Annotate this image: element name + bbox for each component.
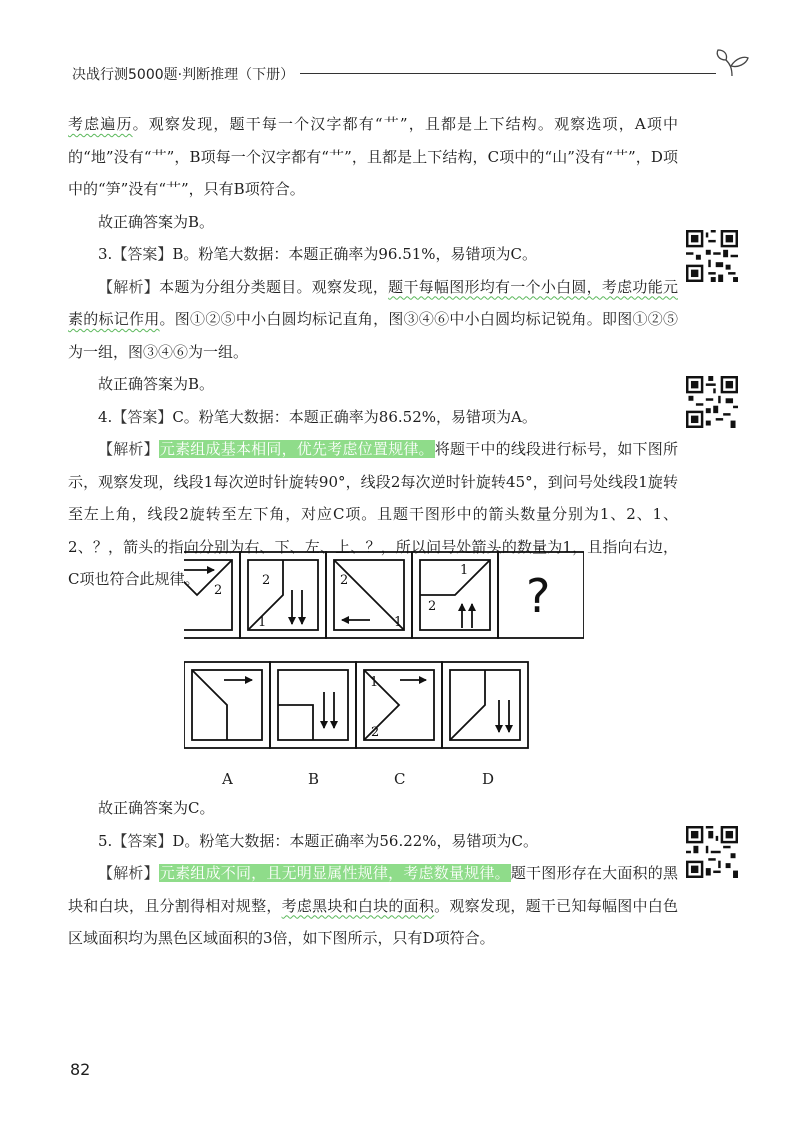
main-text	[68, 108, 678, 596]
segment-label: 1	[258, 615, 267, 630]
option-label-a: A	[222, 770, 233, 788]
segment-label: 2	[214, 583, 223, 598]
answer-label: 【答案】	[112, 831, 173, 850]
answer-label: 【答案】	[112, 245, 173, 263]
segment-label: 1	[460, 563, 469, 578]
question-mark: ?	[526, 569, 551, 623]
segment-label: 1	[370, 675, 379, 690]
option-label-c: C	[394, 770, 406, 788]
q5-answer-line: 5.【答案】D。粉笔大数据：本题正确率为56.22%，易错项为C。	[98, 831, 539, 850]
segment-label: 2	[371, 725, 380, 740]
q4-answer-line: 4.【答案】C。粉笔大数据：本题正确率为86.52%，易错项为A。	[98, 407, 537, 426]
explanation-label: 【解析】	[98, 864, 159, 882]
segment-label: 1	[394, 615, 403, 630]
qr-code-icon	[686, 230, 738, 282]
highlighted-hint: 元素组成不同，且无明显属性规律，考虑数量规律。	[159, 864, 510, 882]
q3-explanation: 【解析】本题为分组分类题目。观察发现，题干每幅图形均有一个小白圆，考虑功能元素的标记作用。图①②⑤中小白圆均标记直角，图③④⑥中小白圆均标记锐角。即图①②⑤为一组，图③④⑥为一组。	[68, 277, 678, 361]
paragraph-q2-explanation: 考虑遍历。观察发现，题干每一个汉字都有“艹”，且都是上下结构。观察选项，A项中的“地”没有“艹”，B项每一个汉字都有“艹”，且都是上下结构，C项中的“山”没有“艹”，D项中的“笋”没有“艹”，只有B项符合。	[68, 115, 678, 198]
explanation-label: 【解析】	[98, 440, 159, 458]
sprout-icon	[712, 46, 752, 80]
answer-label: 【答案】	[112, 407, 173, 426]
wavy-emphasis: 考虑遍历	[68, 115, 133, 133]
header-rule	[300, 73, 716, 74]
highlighted-hint: 元素组成基本相同，优先考虑位置规律。	[159, 440, 434, 458]
page-number: 82	[70, 1060, 91, 1079]
q4-explanation: 【解析】元素组成基本相同，优先考虑位置规律。将题干中的线段进行标号，如下图所示，观察发现，线段1每次逆时针旋转90°，线段2每次逆时针旋转45°，到问号处线段1旋转至左上角，线段2旋转至左下角，对应C项。且题干图形中的箭头数量分别为1、2、1、2、？，箭头的指向分别为右、下、左、上、？，所以问号处箭头的数量为1，且指向右边，C项也符合此规律。	[68, 440, 678, 588]
option-label-d: D	[482, 770, 495, 788]
qr-code-icon	[686, 826, 738, 878]
q4-figure	[184, 550, 584, 750]
q5-explanation: 【解析】元素组成不同，且无明显属性规律，考虑数量规律。题干图形存在大面积的黑块和白块，且分割得相对规整，考虑黑块和白块的面积。观察发现，题干已知每幅图中白色区域面积均为黑色区域面积的3倍，如下图所示，只有D项符合。	[68, 864, 678, 947]
lower-text	[68, 792, 678, 955]
option-label-b: B	[308, 770, 320, 788]
running-header: 决战行测5000题·判断推理（下册）	[72, 67, 295, 83]
segment-label: 2	[262, 573, 271, 588]
q3-final-answer: 故正确答案为B。	[98, 375, 215, 393]
wavy-emphasis: 题干每幅图形均有一个小白圆，考虑功能元素的标记作用	[68, 277, 678, 328]
segment-label: 2	[428, 599, 437, 614]
q3-answer-line: 3.【答案】B。粉笔大数据：本题正确率为96.51%，易错项为C。	[98, 245, 538, 263]
explanation-label: 【解析】	[98, 277, 160, 296]
wavy-emphasis: 考虑黑块和白块的面积	[281, 896, 435, 915]
q4-final-answer: 故正确答案为C。	[98, 799, 215, 817]
segment-label: 2	[340, 573, 349, 588]
qr-code-icon	[686, 376, 738, 428]
q2-answer-line: 故正确答案为B。	[98, 212, 215, 231]
